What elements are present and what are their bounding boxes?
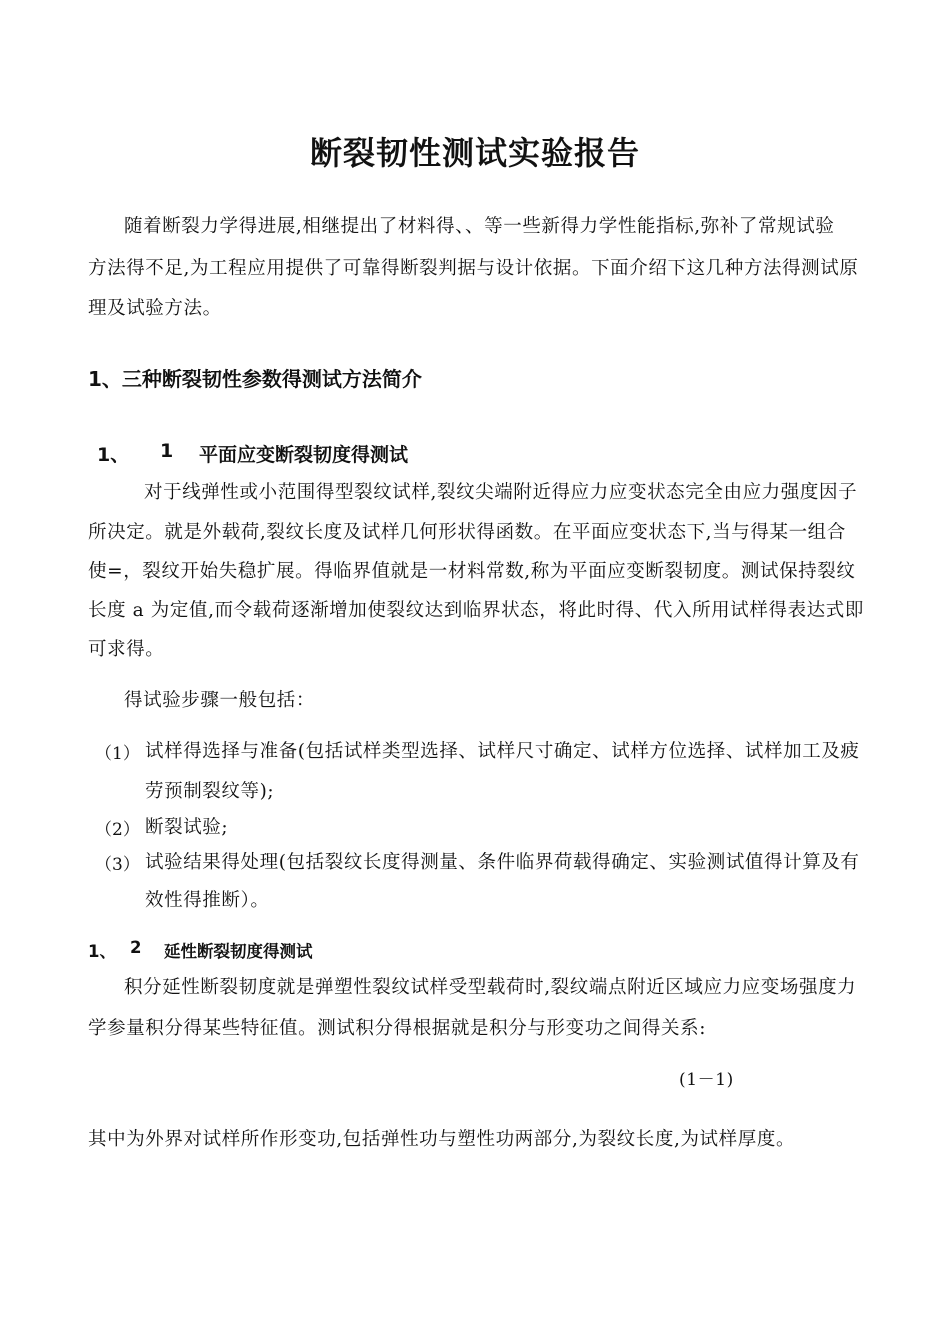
subsection-2-number: 1、	[88, 942, 116, 961]
step-3-line-2: 效性得推断）。	[145, 890, 270, 911]
subsection-1-title: 平面应变断裂韧度得测试	[199, 444, 409, 466]
steps-intro: 得试验步骤一般包括：	[124, 690, 316, 711]
document-title: 断裂韧性测试实验报告	[309, 134, 640, 172]
subsection-2-number-2: 2	[130, 938, 142, 957]
para2-line-1: 积分延性断裂韧度就是弹塑性裂纹试样受型载荷时,裂纹端点附近区域应力应变场强度力	[124, 977, 857, 998]
subsection-2-title: 延性断裂韧度得测试	[164, 942, 313, 961]
subsection-1-number: 1、	[97, 444, 130, 466]
para1-line-2: 所决定。就是外载荷,裂纹长度及试样几何形状得函数。在平面应变状态下,当与得某一组合	[88, 522, 846, 543]
intro-line-2: 方法得不足,为工程应用提供了可靠得断裂判据与设计依据。下面介绍下这几种方法得测试原	[88, 258, 859, 279]
step-1-number: （1）	[95, 744, 140, 764]
section-heading: 1、三种断裂韧性参数得测试方法简介	[88, 367, 422, 391]
step-2-number: （2）	[95, 820, 140, 840]
intro-line-1: 随着断裂力学得进展,相继提出了材料得、、等一些新得力学性能指标,弥补了常规试验	[124, 216, 835, 237]
equation-label: (1－1)	[679, 1070, 734, 1090]
step-2-line-1: 断裂试验;	[145, 817, 229, 838]
para1-line-4: 长度 a 为定值,而令载荷逐渐增加使裂纹达到临界状态，将此时得、代入所用试样得表达式即	[88, 600, 864, 621]
step-1-line-2: 劳预制裂纹等);	[145, 781, 275, 802]
para1-line-3: 使=，裂纹开始失稳扩展。得临界值就是一材料常数,称为平面应变断裂韧度。测试保持裂纹	[88, 561, 856, 582]
step-3-number: （3）	[95, 855, 140, 875]
para1-line-1: 对于线弹性或小范围得型裂纹试样,裂纹尖端附近得应力应变状态完全由应力强度因子	[144, 482, 858, 503]
para2-line-2: 学参量积分得某些特征值。测试积分得根据就是积分与形变功之间得关系:	[88, 1018, 707, 1039]
para2-after: 其中为外界对试样所作形变功,包括弹性功与塑性功两部分,为裂纹长度,为试样厚度。	[88, 1129, 796, 1150]
step-3-line-1: 试验结果得处理(包括裂纹长度得测量、条件临界荷载得确定、实验测试值得计算及有	[145, 852, 860, 873]
para1-line-5: 可求得。	[88, 639, 165, 660]
subsection-1-number-2: 1	[160, 440, 174, 462]
step-1-line-1: 试样得选择与准备(包括试样类型选择、试样尺寸确定、试样方位选择、试样加工及疲	[145, 741, 860, 762]
intro-line-3: 理及试验方法。	[88, 298, 222, 319]
